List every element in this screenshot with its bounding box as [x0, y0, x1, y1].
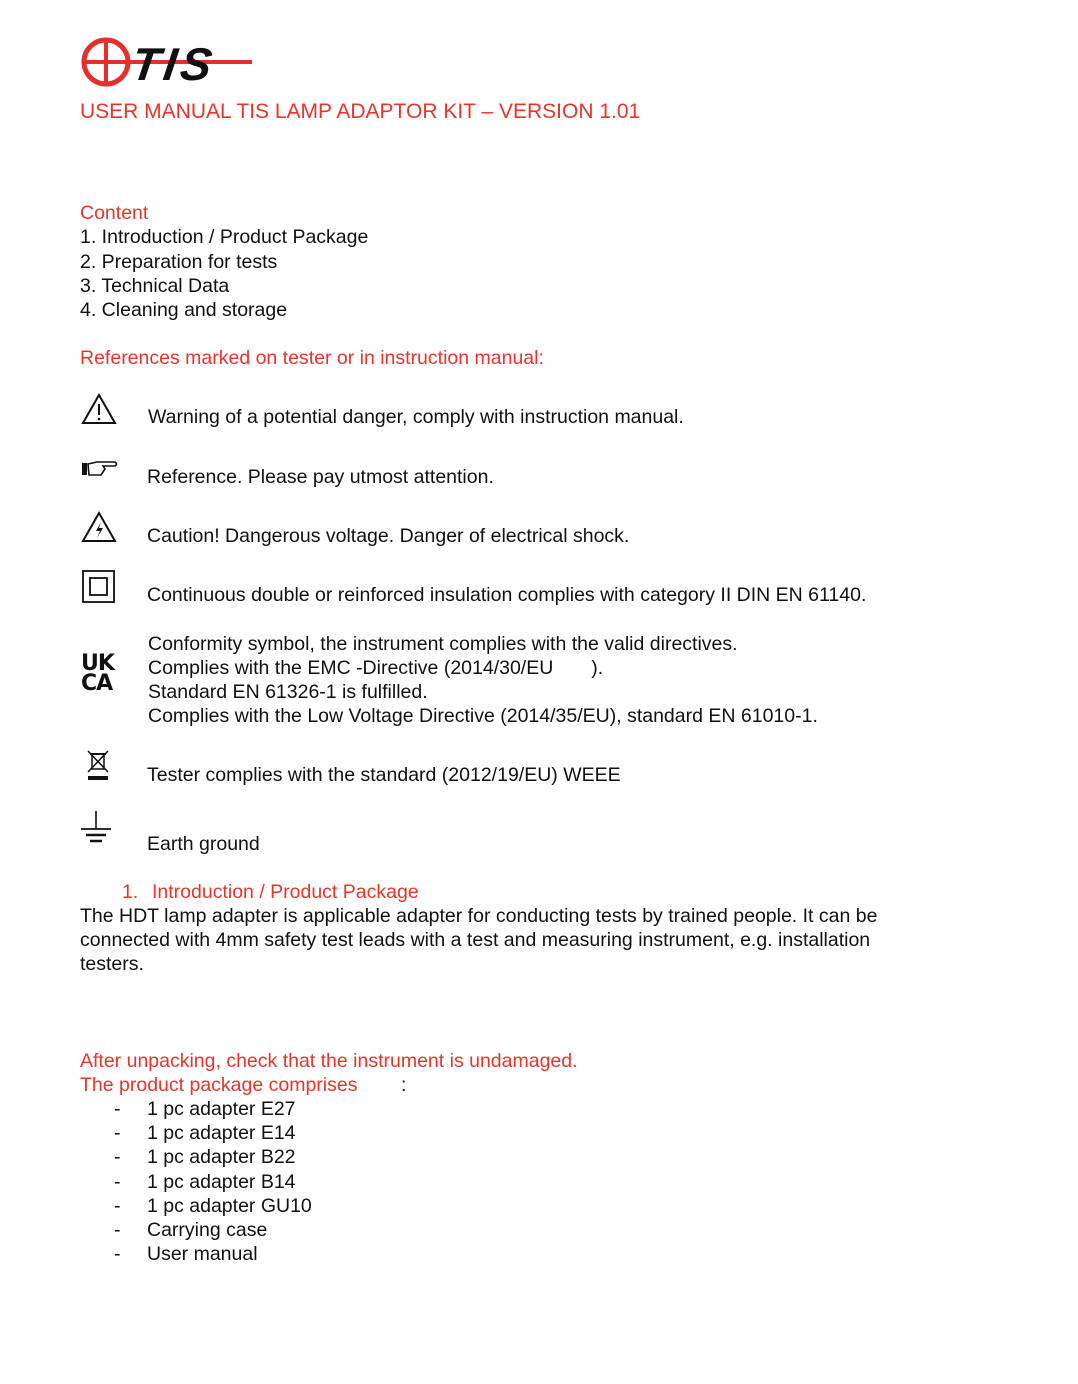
earth-ground-icon [80, 810, 112, 852]
weee-bin-icon [86, 750, 110, 788]
bullet: - [114, 1122, 121, 1145]
toc-item: 4. Cleaning and storage [80, 299, 288, 321]
reference-text: Earth ground [147, 833, 260, 855]
ukca-icon-text: CA [81, 671, 113, 696]
list-item-text: User manual [147, 1243, 258, 1266]
content-heading: Content [80, 202, 149, 224]
bullet: - [114, 1098, 121, 1120]
toc-item: 3. Technical Data [80, 275, 230, 297]
package-colon: : [401, 1074, 407, 1096]
body-text: The HDT lamp adapter is applicable adapter for conducting tests by trained people. It can be [80, 905, 878, 927]
toc-item: 1. Introduction / Product Package [80, 226, 369, 248]
package-heading: The product package comprises [80, 1074, 358, 1096]
bullet: - [114, 1243, 121, 1266]
reference-text: Caution! Dangerous voltage. Danger of electrical shock. [147, 525, 630, 547]
list-item-text: 1 pc adapter B22 [147, 1146, 296, 1169]
document-title: USER MANUAL TIS LAMP ADAPTOR KIT – VERSION 1.01 [80, 100, 641, 123]
section-heading: Introduction / Product Package [152, 881, 419, 903]
high-voltage-icon [81, 511, 117, 549]
ukca-icon-text: UK [81, 651, 114, 676]
body-text: testers. [80, 953, 144, 975]
reference-text: Warning of a potential danger, comply with instruction manual. [148, 406, 684, 428]
bullet: - [114, 1194, 121, 1217]
warning-icon [81, 393, 117, 431]
reference-text: Conformity symbol, the instrument complies with the valid directives. [148, 633, 738, 655]
list-item-text: 1 pc adapter GU10 [147, 1194, 312, 1217]
pointing-hand-icon [81, 458, 119, 484]
reference-text: Complies with the Low Voltage Directive (2014/35/EU), standard EN 61010-1. [148, 705, 818, 727]
list-item-text: Carrying case [147, 1218, 268, 1241]
toc-item: 2. Preparation for tests [80, 251, 278, 273]
list-item-text: 1 pc adapter B14 [147, 1170, 296, 1193]
reference-text: Complies with the EMC -Directive (2014/30/EU ). [148, 657, 604, 679]
svg-text:TIS: TIS [128, 38, 220, 88]
reference-text: Tester complies with the standard (2012/19/EU) WEEE [147, 764, 621, 786]
tis-logo [80, 36, 255, 94]
bullet: - [114, 1146, 121, 1169]
bullet: - [114, 1170, 121, 1193]
body-text: connected with 4mm safety test leads with a test and measuring instrument, e.g. installation [80, 929, 871, 951]
list-item-text: 1 pc adapter E14 [147, 1122, 296, 1145]
reference-text: Standard EN 61326-1 is fulfilled. [148, 681, 428, 703]
list-item-text: 1 pc adapter E27 [147, 1098, 296, 1120]
ukca-icon [81, 651, 114, 696]
bullet: - [114, 1218, 121, 1241]
unpacking-note: After unpacking, check that the instrument is undamaged. [80, 1050, 578, 1072]
double-insulation-icon [82, 570, 116, 610]
references-heading: References marked on tester or in instruction manual: [80, 347, 544, 369]
reference-text: Continuous double or reinforced insulation complies with category II DIN EN 61140. [147, 584, 867, 606]
reference-text: Reference. Please pay utmost attention. [147, 466, 494, 488]
section-number: 1. [122, 881, 139, 903]
